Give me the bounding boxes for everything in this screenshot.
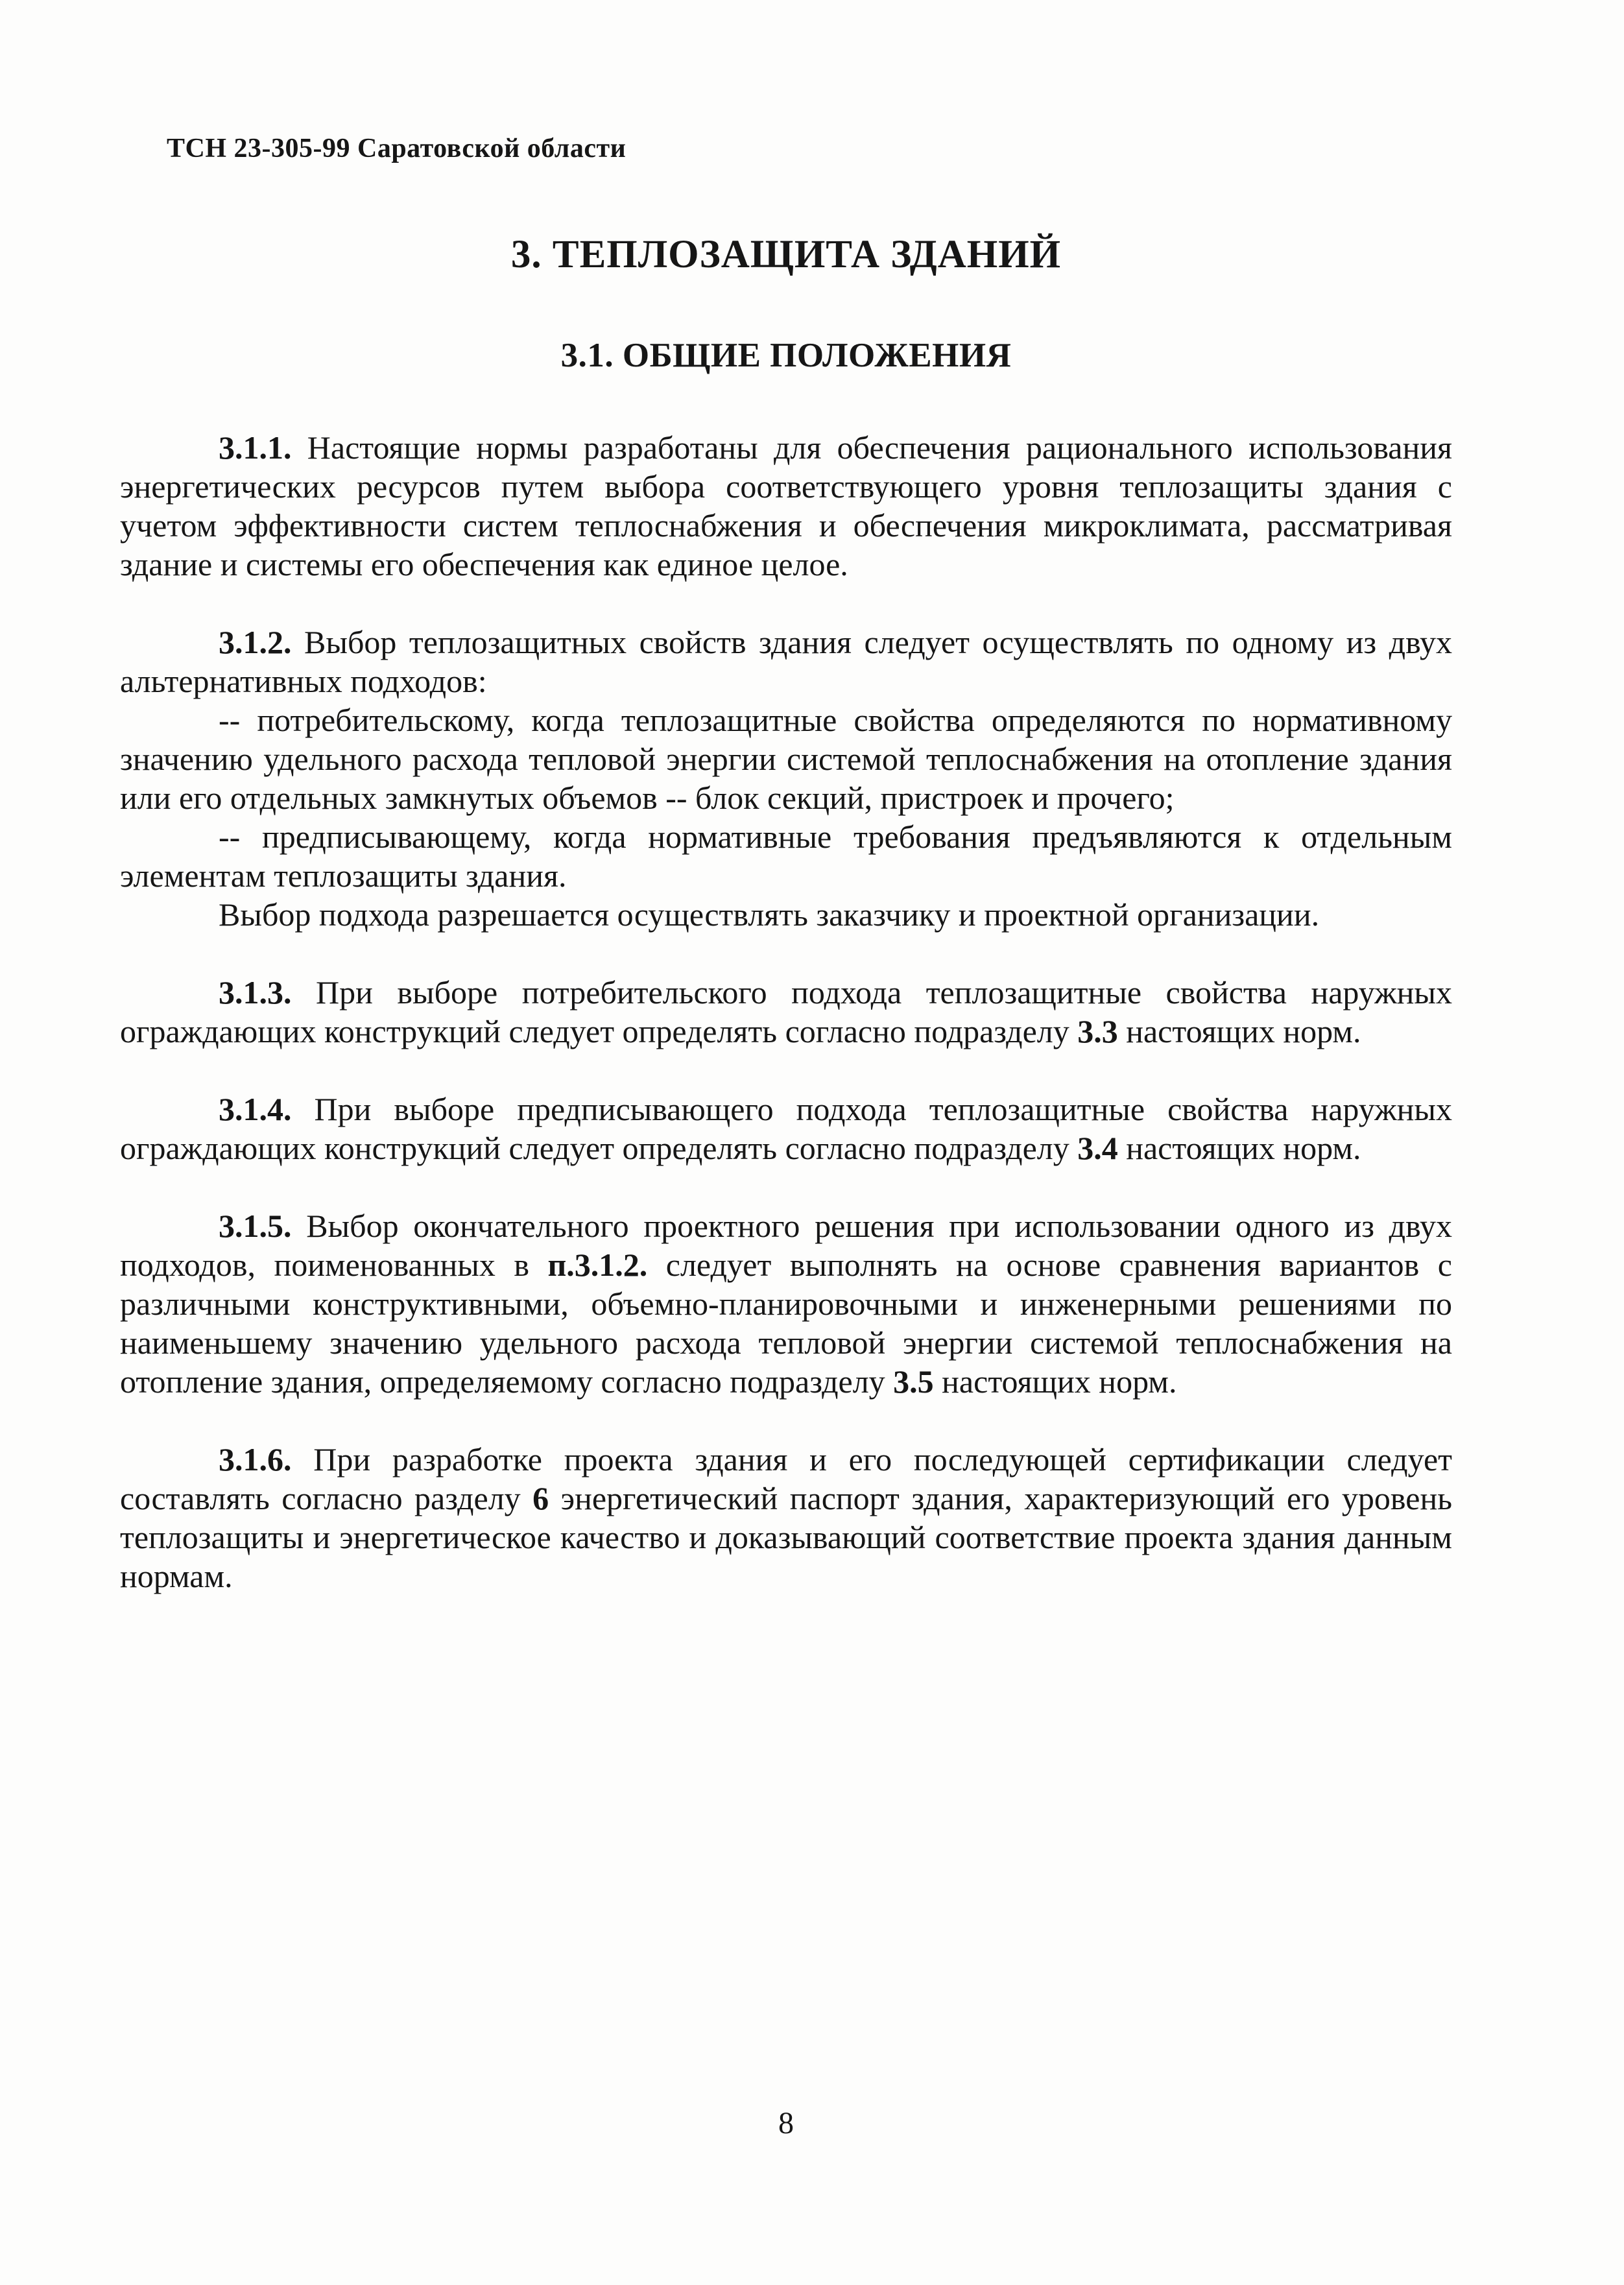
clause-text: следует выполнять на основе сравнения вариантов с различными конструктивными, объемно-планировочными и инженерными решениями по наименьшему значению удельного расхода тепловой энергии системой теплоснабжения на отопление здания, определяемому согласно подразделу bbox=[120, 1247, 1452, 1400]
paragraph-3-1-5 bbox=[120, 1206, 1452, 1401]
paragraph-3-1-6 bbox=[120, 1440, 1452, 1596]
clause-text: При разработке проекта здания и его последующей сертификации следует составлять согласно разделу bbox=[120, 1441, 1452, 1516]
clause-number: 3.1.2. bbox=[219, 624, 292, 660]
paragraph-3-1-2-item-1 bbox=[120, 700, 1452, 817]
clause-number: 3.1.4. bbox=[219, 1091, 292, 1127]
paragraph-3-1-2 bbox=[120, 623, 1452, 700]
clause-reference: 6 bbox=[532, 1480, 549, 1516]
paragraph-3-1-1 bbox=[120, 428, 1452, 584]
clause-reference: п.3.1.2. bbox=[547, 1247, 648, 1283]
clause-number: 3.1.5. bbox=[219, 1208, 292, 1244]
clause-text: настоящих норм. bbox=[1117, 1130, 1361, 1166]
clause-text: Выбор окончательного проектного решения при использовании одного из двух подходов, поименованных в bbox=[120, 1208, 1452, 1283]
paragraph-3-1-3 bbox=[120, 973, 1452, 1051]
clause-reference: 3.3 bbox=[1077, 1013, 1118, 1049]
clause-text: Настоящие нормы разработаны для обеспечения рационального использования энергетических ресурсов путем выбора соответствующего уровня теплозащиты здания с учетом эффективности систем теплоснабжения и обеспечения микроклимата, рассматривая здание и системы его обеспечения как единое целое. bbox=[120, 429, 1452, 582]
clause-text: При выборе предписывающего подхода теплозащитные свойства наружных ограждающих конструкций следует определять согласно подразделу bbox=[120, 1091, 1452, 1166]
clause-text: -- предписывающему, когда нормативные требования предъявляются к отдельным элементам теплозащиты здания. bbox=[120, 819, 1452, 894]
subsection-title: 3.1. ОБЩИЕ ПОЛОЖЕНИЯ bbox=[560, 337, 1012, 374]
clause-text: Выбор подхода разрешается осуществлять заказчику и проектной организации. bbox=[219, 896, 1320, 933]
clause-reference: 3.5 bbox=[893, 1363, 934, 1400]
page-number: 8 bbox=[778, 2106, 794, 2140]
section-title: 3. ТЕПЛОЗАЩИТА ЗДАНИЙ bbox=[510, 233, 1062, 276]
clause-number: 3.1.6. bbox=[219, 1441, 292, 1477]
clause-reference: 3.4 bbox=[1077, 1130, 1118, 1166]
clause-number: 3.1.1. bbox=[219, 429, 292, 466]
clause-text: Выбор теплозащитных свойств здания следует осуществлять по одному из двух альтернативных подходов: bbox=[120, 624, 1452, 699]
clause-text: При выборе потребительского подхода теплозащитные свойства наружных ограждающих конструкций следует определять согласно подразделу bbox=[120, 974, 1452, 1049]
paragraph-3-1-2-closing bbox=[120, 895, 1452, 934]
clause-text: настоящих норм. bbox=[933, 1363, 1177, 1400]
paragraph-3-1-4 bbox=[120, 1090, 1452, 1167]
clause-text: настоящих норм. bbox=[1117, 1013, 1361, 1049]
document-body bbox=[120, 428, 1452, 1596]
clause-number: 3.1.3. bbox=[219, 974, 292, 1011]
clause-text: -- потребительскому, когда теплозащитные свойства определяются по нормативному значению удельного расхода тепловой энергии системой теплоснабжения на отопление здания или его отдельных замкнутых объемов -- блок секций, пристроек и прочего; bbox=[120, 702, 1452, 816]
paragraph-3-1-2-item-2 bbox=[120, 817, 1452, 895]
document-header: ТСН 23-305-99 Саратовской области bbox=[167, 134, 627, 163]
clause-text: энергетический паспорт здания, характеризующий его уровень теплозащиты и энергетическое качество и доказывающий соответствие проекта здания данным нормам. bbox=[120, 1480, 1453, 1594]
